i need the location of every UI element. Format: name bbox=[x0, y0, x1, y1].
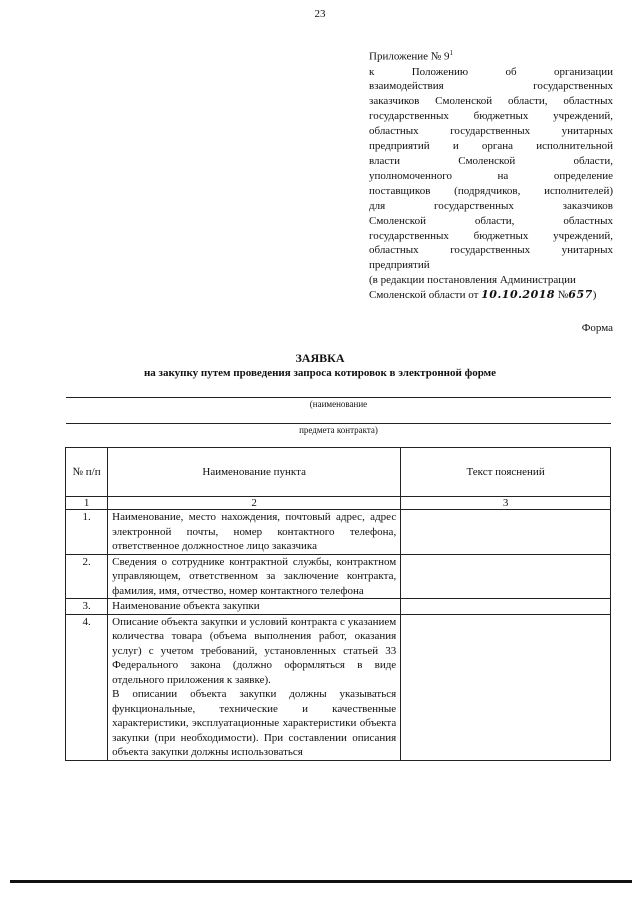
appendix-line-last: предприятий bbox=[369, 259, 430, 272]
appendix-line: к Положению об организации bbox=[369, 65, 613, 78]
row-name-paragraph: Описание объекта закупки и условий контракта с указанием количества товара (объема выполнения работ, оказания услуг) с учетом требований, установленных статьей 33 Федерального закона (должно оформляться в виде отдельного приложения к заявке). bbox=[112, 615, 397, 686]
appendix-line: Смоленской области, областных bbox=[369, 214, 613, 227]
document-subtitle: на закупку путем проведения запроса котировок в электронной форме bbox=[143, 367, 497, 379]
edition-line-1: (в редакции постановления Администрации bbox=[369, 274, 576, 287]
header-explanation: Текст пояснений bbox=[401, 448, 611, 497]
blank-line-2 bbox=[66, 423, 611, 424]
blank-line-1 bbox=[66, 397, 611, 398]
appendix-line: областных государственных унитарных bbox=[369, 125, 613, 138]
column-number-row bbox=[66, 497, 611, 510]
row-text bbox=[401, 554, 611, 599]
row-num: 3. bbox=[66, 599, 108, 615]
appendix-line: уполномоченного на определение bbox=[369, 169, 613, 182]
appendix-line: взаимодействия государственных bbox=[369, 80, 613, 93]
row-text bbox=[401, 599, 611, 615]
caption-name: (наименование bbox=[309, 399, 368, 409]
appendix-line: для государственных заказчиков bbox=[369, 199, 613, 212]
caption-subject: предмета контракта) bbox=[299, 425, 378, 435]
appendix-block bbox=[369, 46, 613, 303]
appendix-line: заказчиков Смоленской области, областных bbox=[369, 95, 613, 108]
row-text bbox=[401, 614, 611, 760]
column-number: 1 bbox=[66, 497, 108, 510]
row-num: 2. bbox=[66, 554, 108, 599]
edition-date-handwritten: 10.10.2018 bbox=[481, 288, 556, 302]
appendix-line: областных государственных унитарных bbox=[369, 244, 613, 257]
table-row bbox=[66, 599, 611, 615]
row-text bbox=[401, 510, 611, 555]
row-name bbox=[108, 614, 401, 760]
table-row bbox=[66, 614, 611, 760]
appendix-title: Приложение № $9^1$ bbox=[369, 49, 454, 63]
edition-number-handwritten: 657 bbox=[568, 288, 593, 302]
table-header-row bbox=[66, 448, 611, 497]
row-name: Наименование, место нахождения, почтовый адрес, адрес электронной почты, номер контактного телефона, ответственное должностное лицо заказчика bbox=[108, 510, 401, 555]
appendix-line: государственных бюджетных учреждений, bbox=[369, 229, 613, 242]
table-row bbox=[66, 554, 611, 599]
appendix-line: государственных бюджетных учреждений, bbox=[369, 110, 613, 123]
row-name-paragraph: В описании объекта закупки должны указываться функциональные, технические и качественные характеристики, эксплуатационные характеристики объекта закупки (при необходимости). При составлении описания объекта закупки должны использоваться bbox=[112, 688, 397, 758]
header-item-name: Наименование пункта bbox=[108, 448, 401, 497]
appendix-title-sup: 1 bbox=[449, 49, 454, 57]
row-num: 4. bbox=[66, 614, 108, 760]
row-num: 1. bbox=[66, 510, 108, 555]
edition-line-2 bbox=[369, 288, 613, 303]
application-table bbox=[65, 447, 611, 761]
table-row bbox=[66, 510, 611, 555]
appendix-line: поставщиков (подрядчиков, исполнителей) bbox=[369, 184, 613, 197]
appendix-line: власти Смоленской области, bbox=[369, 155, 613, 167]
appendix-line: предприятий и органа исполнительной bbox=[369, 140, 613, 153]
edition-close: ) bbox=[592, 289, 597, 302]
page-number: 23 bbox=[314, 8, 326, 20]
edition-prefix: Смоленской области от bbox=[369, 289, 479, 302]
row-name: Наименование объекта закупки bbox=[108, 599, 401, 615]
document-title: ЗАЯВКА bbox=[295, 351, 345, 365]
edition-number-prefix: № bbox=[557, 289, 569, 302]
bottom-border-line bbox=[10, 880, 632, 883]
column-number: 2 bbox=[108, 497, 401, 510]
forma-label: Форма bbox=[581, 322, 613, 334]
header-num: № п/п bbox=[66, 448, 108, 497]
row-name: Сведения о сотруднике контрактной службы, контрактном управляющем, ответственном за заключение контракта, фамилия, имя, отчество, номер контактного телефона bbox=[108, 554, 401, 599]
column-number: 3 bbox=[401, 497, 611, 510]
